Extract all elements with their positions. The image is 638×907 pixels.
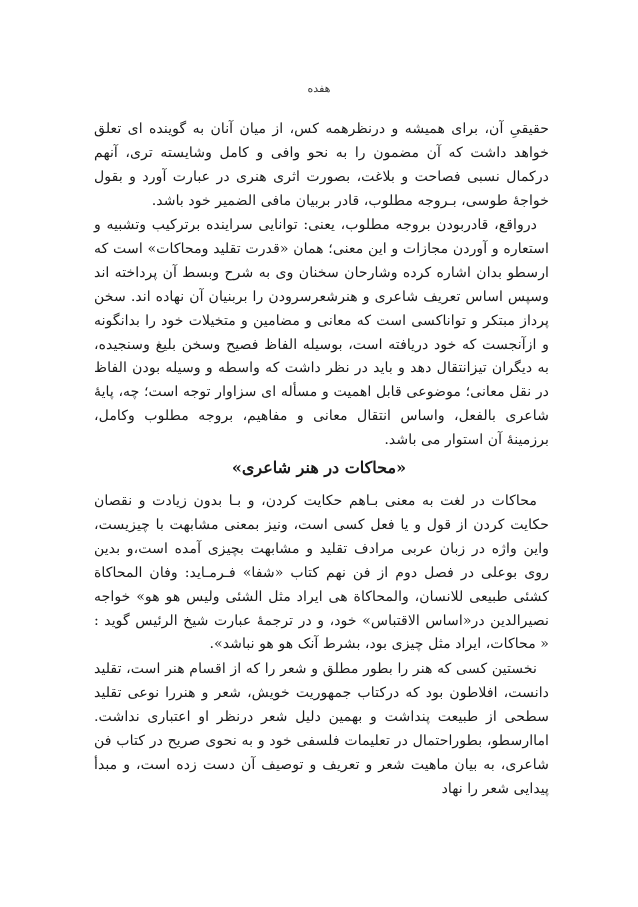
paragraph-4: نخستین کسی که هنر را بطور مطلق و شعر را که از اقسام هنر است، تقلید دانست، افلاطون بود که درکتاب جمهوریت خویش، شعر و هنررا نوعی تقلید سطحی از طبیعت پنداشت و بهمین دلیل شعر درنظر او اعتباری نداشت. اماارسطو، بطوراحتمال در تعلیمات فلسفی خود و به نحوی صریح در کتاب فن شاعری، به بیان ماهیت شعر و تعریف و توصیف آن دست زده است، و مبدأ پیدایی شعر را نهاد bbox=[94, 661, 549, 797]
paragraph-2: درواقع، قادربودن بروجه مطلوب، یعنی: توانایی سراینده برترکیب وتشبیه و استعاره و آوردن مجازات و این معنی؛ همان «قدرت تقلید ومحاکات» است که ارسطو بدان اشاره کرده وشارحان سخنان وی به شرح وبسط آن پرداخته اند وسپس اساس تعریف شاعری و هنرشعرسرودن را بربنیان آن نهاده اند. سخن پرداز مبتکر و تواناکسی است که معانی و مضامین و متخیلات خود را بدانگونه و ازآنجست که خود دریافته است، بوسیله الفاظ فصیح وسخن بلیغ وسنجیده، به دیگران تیزانتقال دهد و باید در نظر داشت که واسطه و وسیله بودن الفاظ در نقل معانی؛ موضوعی قابل اهمیت و مسأله ای سزاوار توجه است؛ چه، پایهٔ شاعری بالفعل، واساس انتقال معانی و مفاهیم، بروجه مطلوب وکامل، برزمینهٔ آن استوار می باشد. bbox=[94, 217, 549, 449]
page-number: هفده bbox=[307, 82, 331, 95]
paragraph-4-block bbox=[94, 658, 549, 801]
paragraph-1-block bbox=[94, 118, 549, 214]
paragraph-1: حقیقیِ آن، برای همیشه و درنظرهمه کس، از میان آنان به گوینده ای تعلق خواهد داشت که آن مضمون را به نحو وافی و کامل وشایسته تری، آنهم درکمال نسبی فصاحت و بلاغت، بصورت اثری هنری در عبارت آورد و بقول خواجهٔ طوسی، بـروجه مطلوب، قادر بربیان مافی الضمیر خود باشد. bbox=[94, 121, 549, 209]
section-heading: «محاکات در هنر شاعری» bbox=[231, 458, 407, 477]
paragraph-3-block bbox=[94, 490, 549, 657]
paragraph-2-block bbox=[94, 214, 549, 453]
paragraph-3: محاکات در لغت به معنی بـاهم حکایت کردن، و بـا بدون زیادت و نقصان حکایت کردن از قول و یا فعل کسی است، ونیز بمعنی مشابهت با چیزیست، واین واژه در زبان عربی مرادف تقلید و مشابهت بچیزی آمده است،و بدین روی بوعلی در فصل دوم از فن نهم کتاب «شفا» فـرمـاید: وفان المحاکاة کشئی طبیعی للانسان، والمحاکاة هی ایراد مثل الشئی ولیس هو هو» خواجه نصیرالدین در«اساس الاقتباس» خود، و در ترجمهٔ عبارت شیخ الرئیس گوید : « محاکات، ایراد مثل چیزی بود، بشرط آنک هو هو نباشد». bbox=[94, 493, 549, 653]
